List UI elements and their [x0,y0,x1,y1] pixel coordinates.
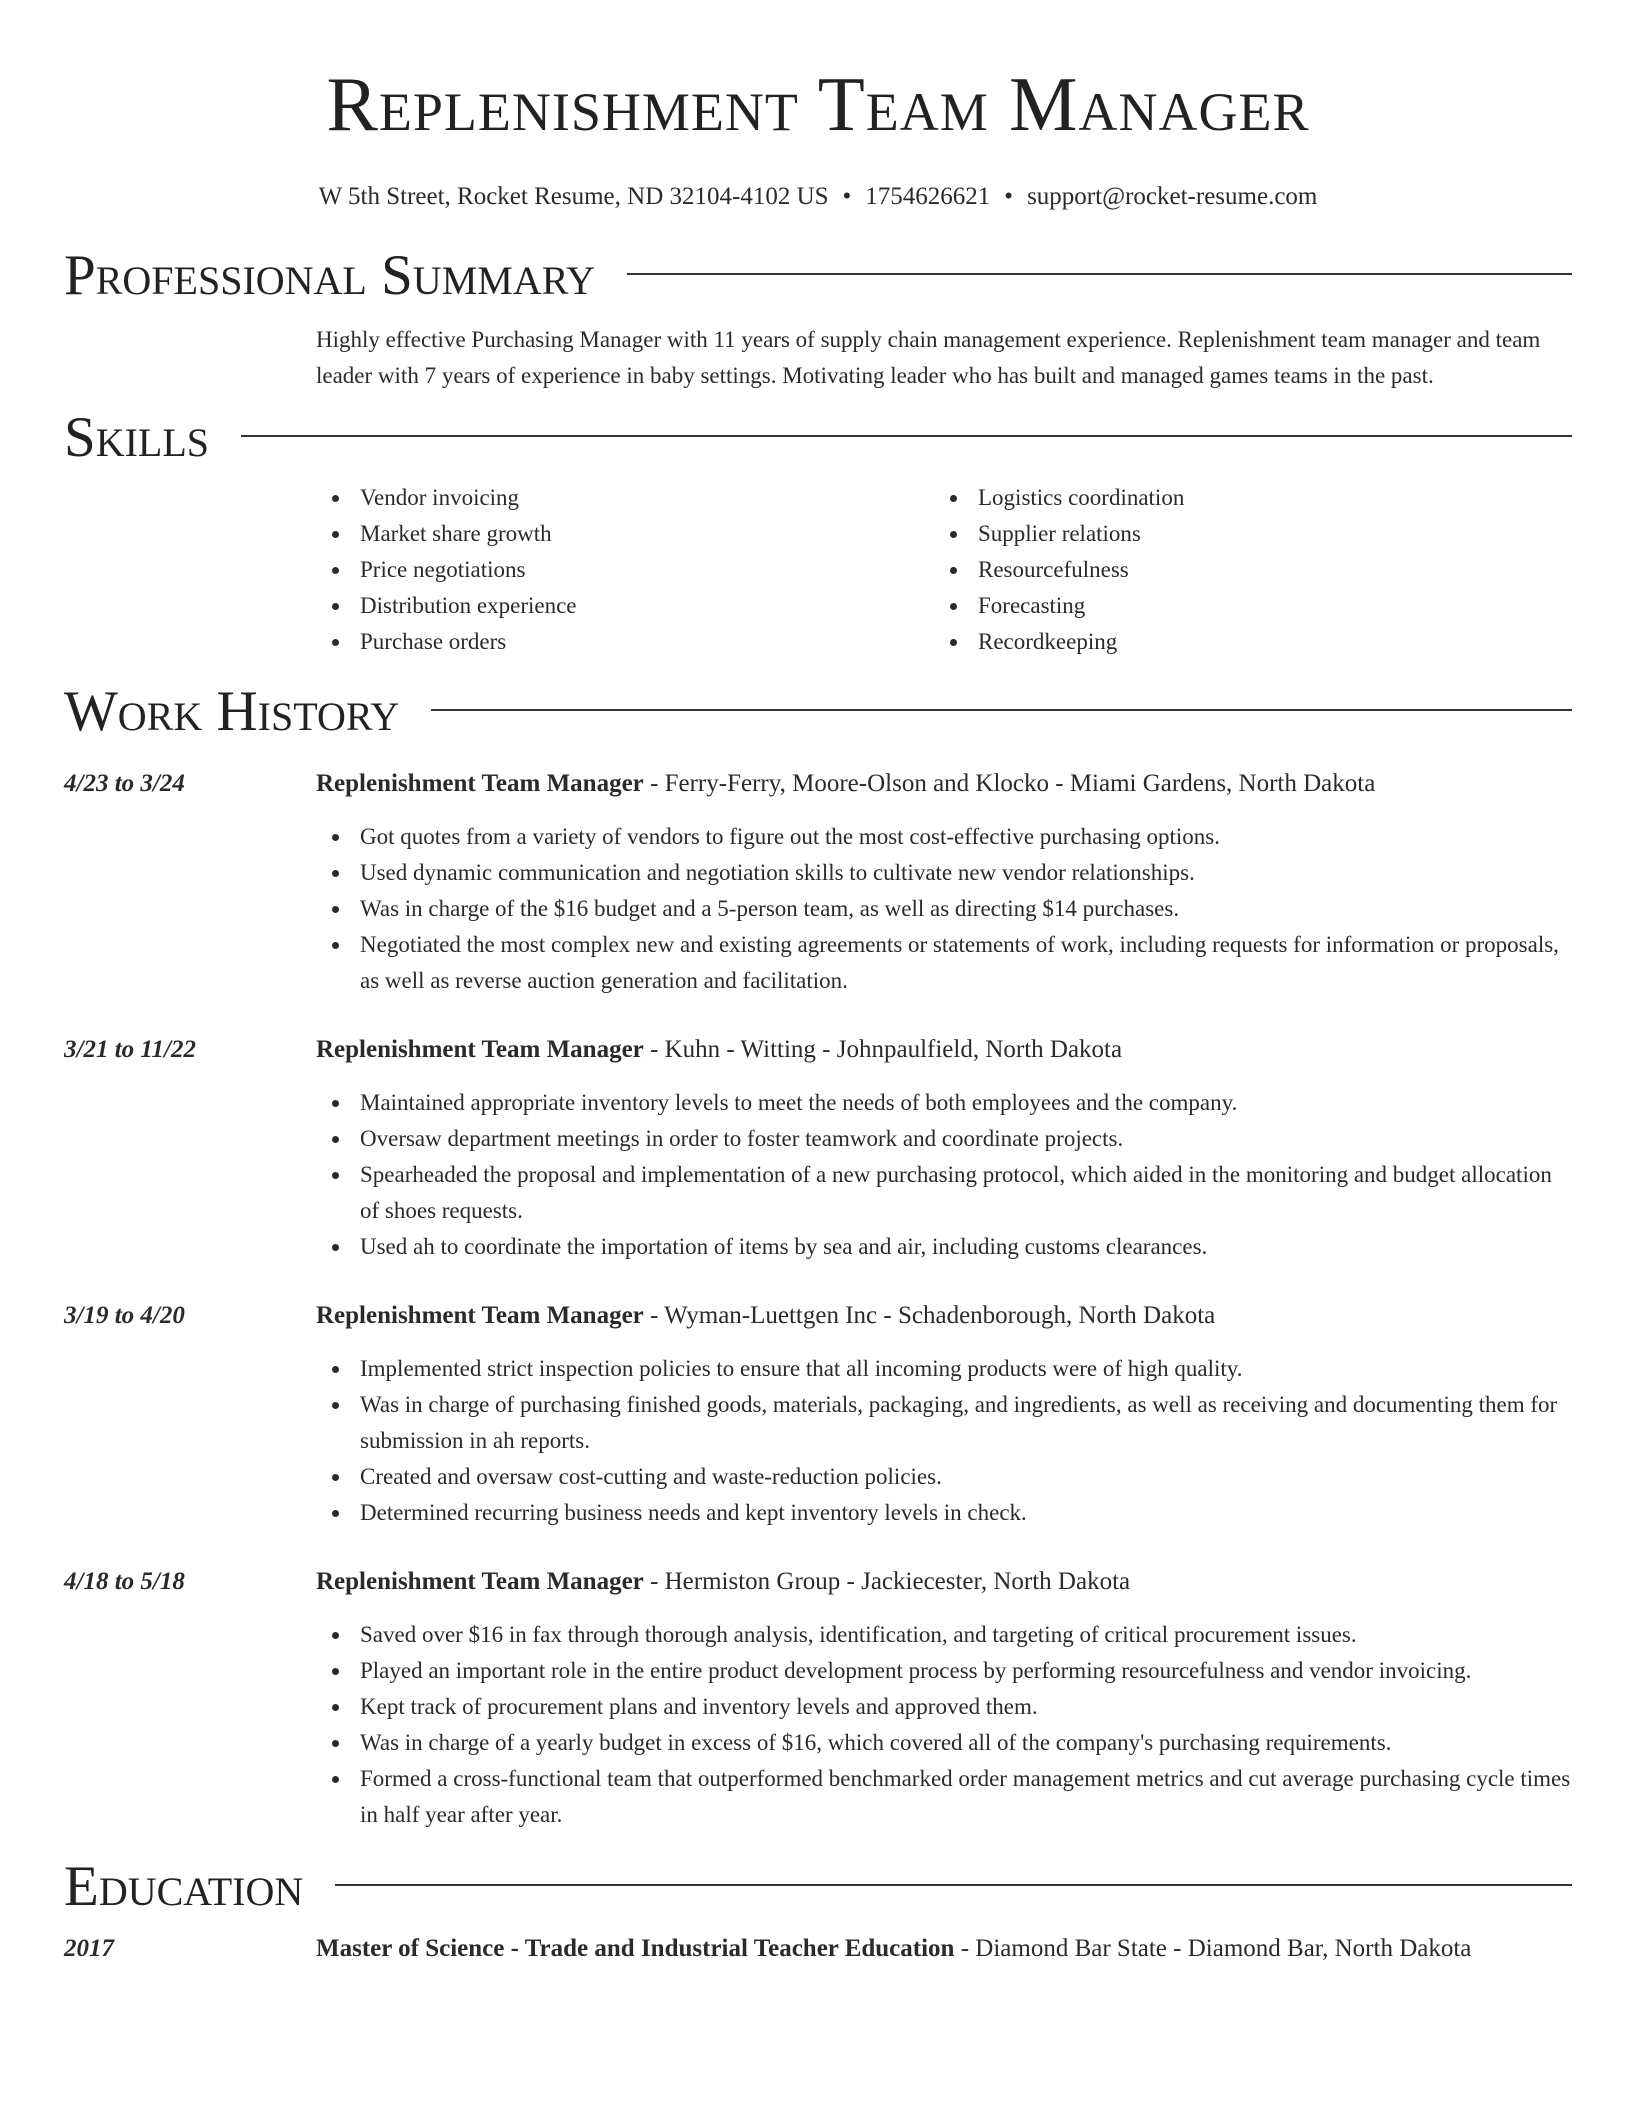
summary-heading: Professional Summary [64,244,596,307]
job-entry [64,766,1572,999]
address: W 5th Street, Rocket Resume, ND 32104-4102 US [318,183,829,210]
skills-list [316,480,1572,660]
job-header [64,1298,1572,1334]
job-bullet: Formed a cross-functional team that outperformed benchmarked order management metrics and cut average purchasing cycle times in half year after year. [316,1761,1572,1833]
work-history-section-header [64,680,1572,744]
job-dates: 4/18 to 5/18 [64,1568,185,1595]
job-entry [64,1298,1572,1531]
job-bullet: Implemented strict inspection policies to ensure that all incoming products were of high quality. [316,1351,1572,1387]
job-bullet: Was in charge of the $16 budget and a 5-person team, as well as directing $14 purchases. [316,891,1572,927]
contact-separator: • [1004,183,1014,210]
job-title: Replenishment Team Manager [316,1036,644,1063]
job-bullets [316,1085,1572,1265]
job-bullet: Oversaw department meetings in order to foster teamwork and coordinate projects. [316,1121,1572,1157]
job-dates: 4/23 to 3/24 [64,770,185,797]
phone: 1754626621 [865,183,991,210]
job-bullets [316,819,1572,999]
skill-item: Purchase orders [316,624,934,660]
education-header [64,1931,1572,1967]
section-divider [431,709,1572,711]
skill-item: Price negotiations [316,552,934,588]
job-header [64,1564,1572,1600]
education-section-header [64,1855,1572,1919]
skill-item: Recordkeeping [934,624,1552,660]
skills-section-header [64,406,1572,470]
skill-item: Forecasting [934,588,1552,624]
skills-heading: Skills [64,406,210,469]
job-title: Replenishment Team Manager [316,1302,644,1329]
skill-item: Market share growth [316,516,934,552]
job-title: Replenishment Team Manager [316,1568,644,1595]
education-year: 2017 [64,1935,114,1962]
section-divider [241,435,1572,437]
job-bullet: Was in charge of a yearly budget in excess of $16, which covered all of the company's purchasing requirements. [316,1725,1572,1761]
job-header [64,1032,1572,1068]
job-bullets [316,1351,1572,1531]
education-entry [64,1931,1572,1967]
job-header [64,766,1572,802]
job-bullet: Determined recurring business needs and kept inventory levels in check. [316,1495,1572,1531]
job-entry [64,1564,1572,1833]
email: support@rocket-resume.com [1027,183,1318,210]
job-details: - Wyman-Luettgen Inc - Schadenborough, North Dakota [650,1302,1216,1329]
contact-line [64,182,1572,212]
job-bullet: Played an important role in the entire product development process by performing resourcefulness and vendor invoicing. [316,1653,1572,1689]
job-details: - Ferry-Ferry, Moore-Olson and Klocko - Miami Gardens, North Dakota [650,770,1376,797]
job-bullet: Used ah to coordinate the importation of items by sea and air, including customs clearances. [316,1229,1572,1265]
work-history-heading: Work History [64,680,400,743]
job-bullet: Kept track of procurement plans and inventory levels and approved them. [316,1689,1572,1725]
job-details: - Kuhn - Witting - Johnpaulfield, North Dakota [650,1036,1123,1063]
resume-name: Replenishment Team Manager [326,61,1310,147]
skill-item: Distribution experience [316,588,934,624]
job-dates: 3/21 to 11/22 [64,1036,196,1063]
job-title: Replenishment Team Manager [316,770,644,797]
education-heading: Education [64,1855,304,1918]
skills-column-left [316,480,934,660]
job-bullet: Saved over $16 in fax through thorough analysis, identification, and targeting of critical procurement issues. [316,1617,1572,1653]
skill-item: Resourcefulness [934,552,1552,588]
skills-column-right [934,480,1552,660]
job-bullet: Got quotes from a variety of vendors to figure out the most cost-effective purchasing options. [316,819,1572,855]
skill-item: Supplier relations [934,516,1552,552]
resume-page [64,0,1572,1967]
job-dates: 3/19 to 4/20 [64,1302,185,1329]
job-bullets [316,1617,1572,1833]
job-bullet: Used dynamic communication and negotiation skills to cultivate new vendor relationships. [316,855,1572,891]
degree: Master of Science - Trade and Industrial Teacher Education [316,1935,955,1962]
summary-text: Highly effective Purchasing Manager with 11 years of supply chain management experience. Replenishment team manager and team leader with 7 years of experience in baby settings. Motivating leader who has built and managed games teams in the past. [316,327,1541,388]
section-divider [335,1884,1572,1886]
job-bullet: Created and oversaw cost-cutting and waste-reduction policies. [316,1459,1572,1495]
job-bullet: Spearheaded the proposal and implementation of a new purchasing protocol, which aided in the monitoring and budget allocation of shoes requests. [316,1157,1572,1229]
job-details: - Hermiston Group - Jackiecester, North Dakota [650,1568,1131,1595]
contact-separator: • [842,183,852,210]
summary-section-header [64,244,1572,308]
skill-item: Logistics coordination [934,480,1552,516]
school-details: - Diamond Bar State - Diamond Bar, North Dakota [960,1935,1472,1962]
job-bullet: Was in charge of purchasing finished goods, materials, packaging, and ingredients, as well as receiving and documenting them for submission in ah reports. [316,1387,1572,1459]
skill-item: Vendor invoicing [316,480,934,516]
section-divider [627,273,1572,275]
job-entry [64,1032,1572,1265]
job-bullet: Negotiated the most complex new and existing agreements or statements of work, including requests for information or proposals, as well as reverse auction generation and facilitation. [316,927,1572,999]
job-bullet: Maintained appropriate inventory levels to meet the needs of both employees and the company. [316,1085,1572,1121]
